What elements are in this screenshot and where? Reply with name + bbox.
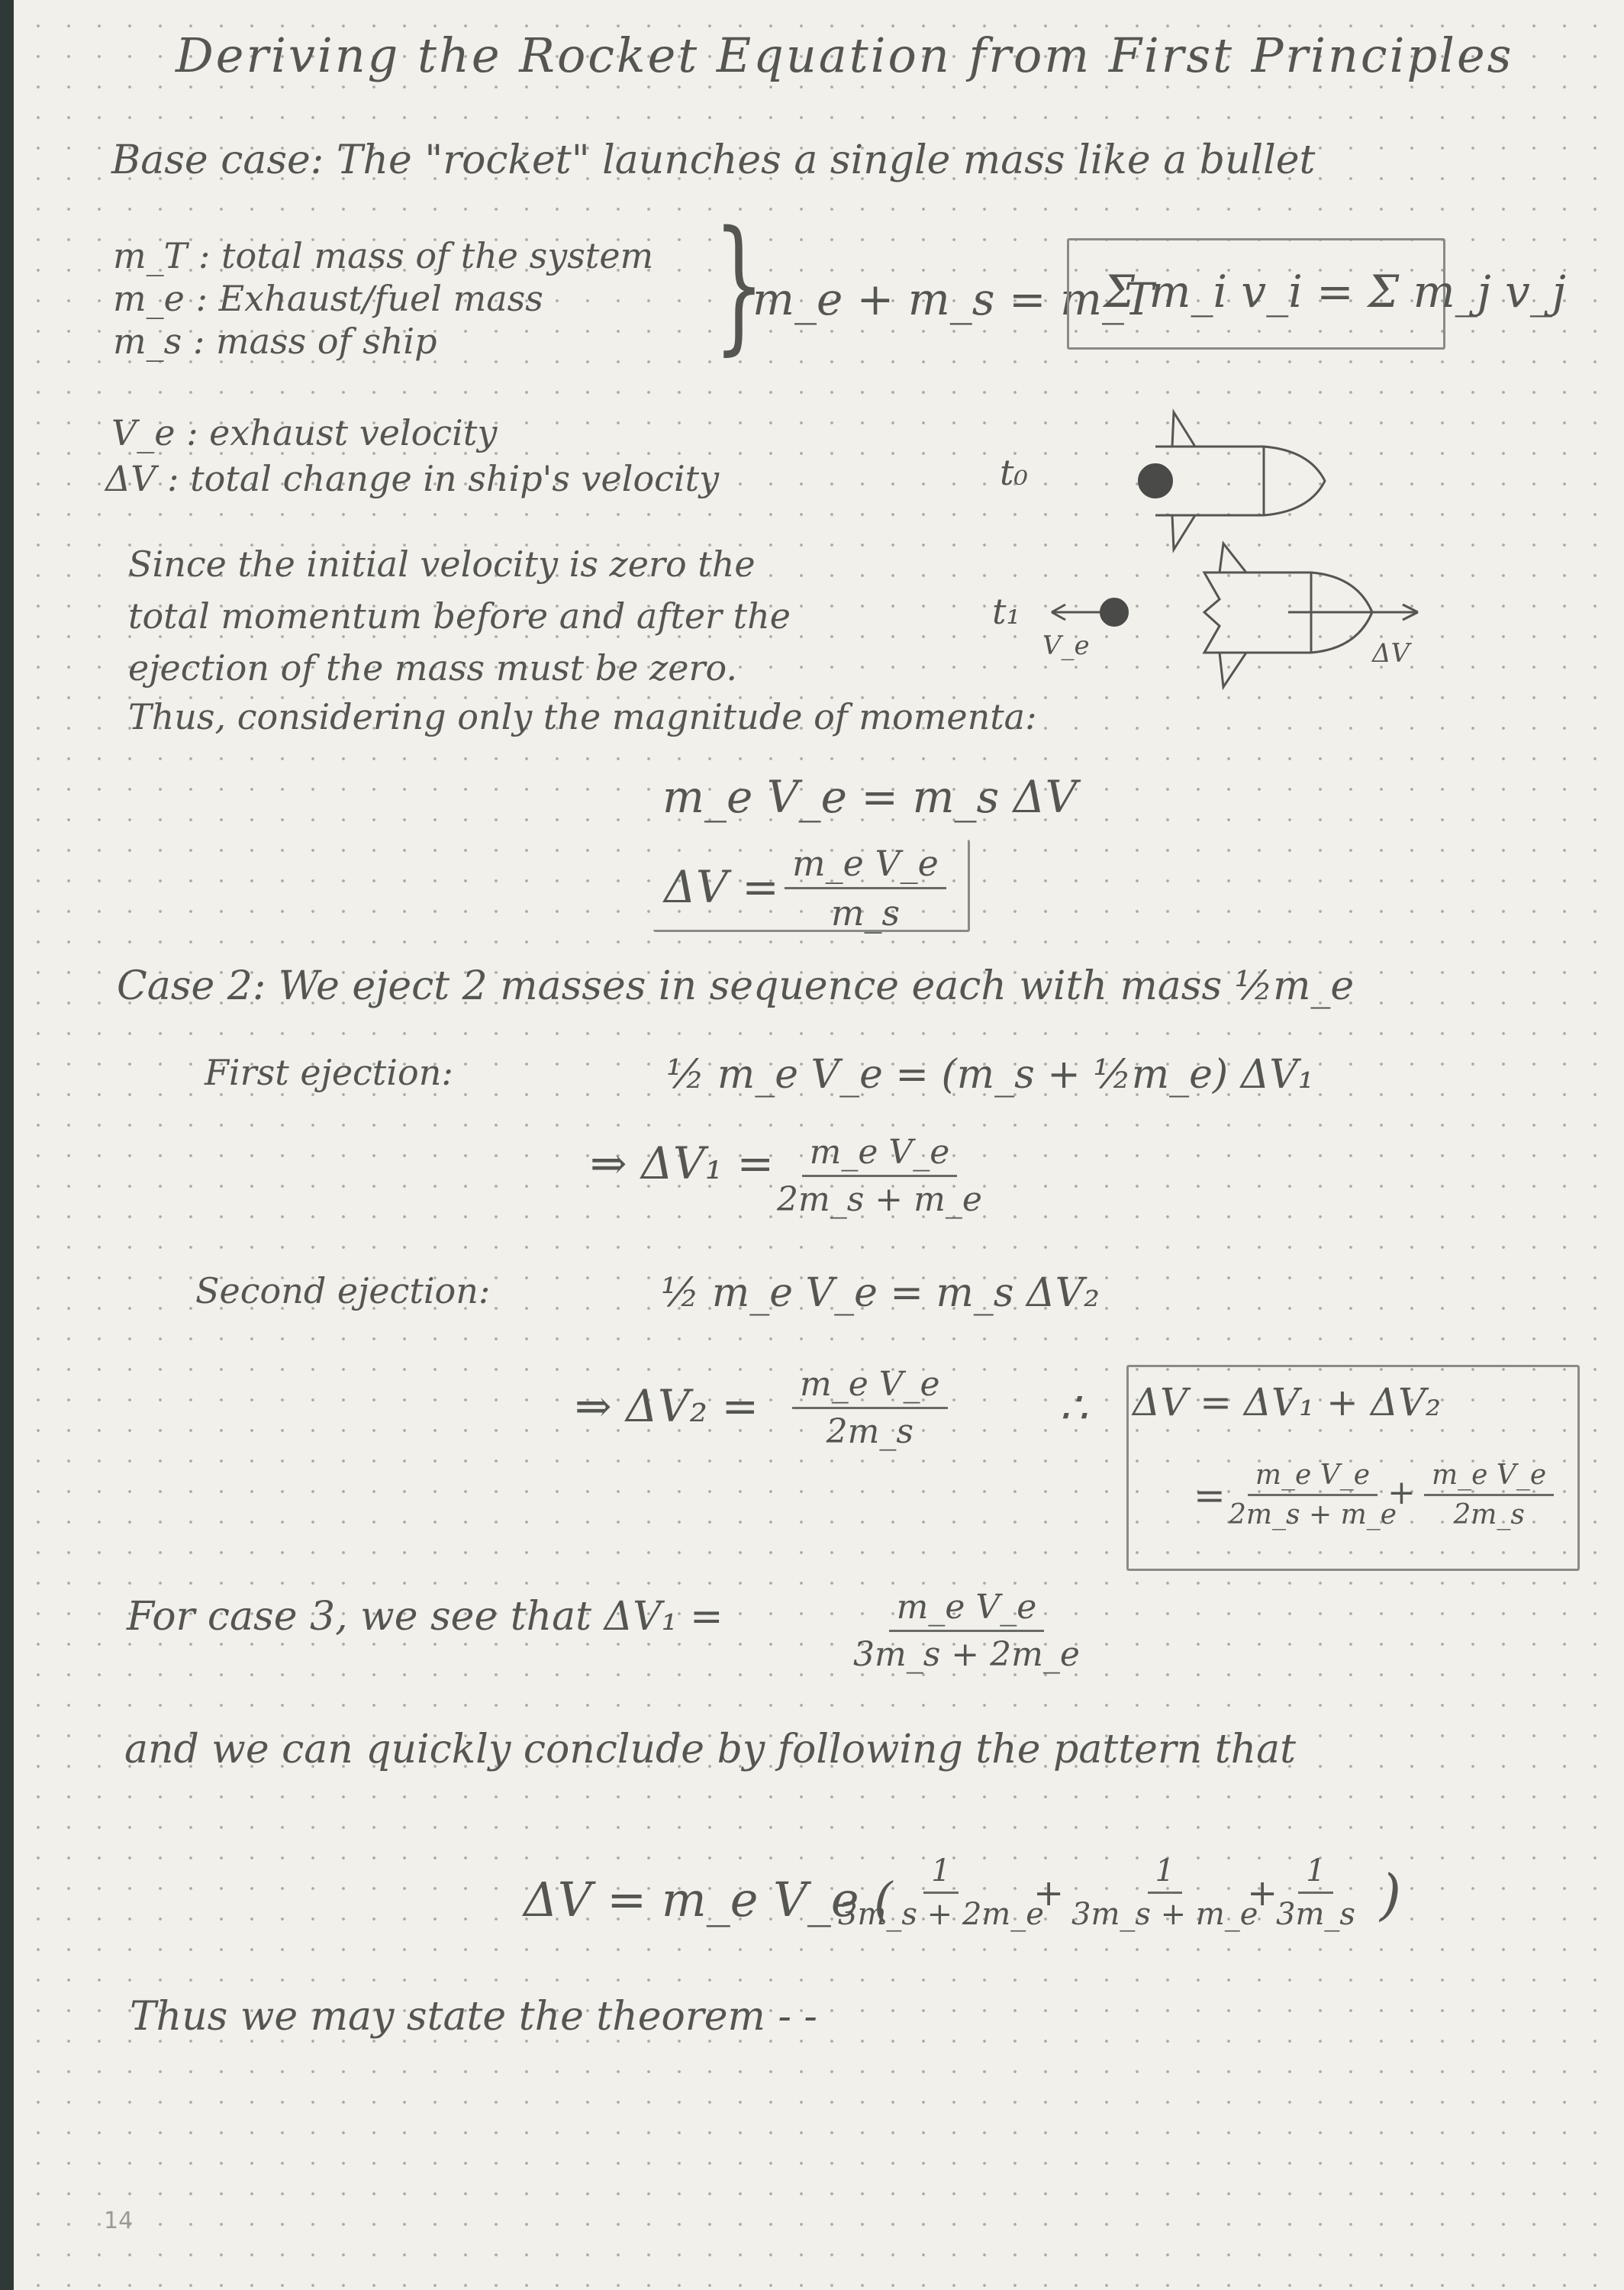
final-fraction-1 xyxy=(838,1853,1044,1932)
def-ship-mass: m_s : mass of ship xyxy=(113,321,437,362)
first-result-fraction xyxy=(777,1133,982,1219)
final-fraction-3 xyxy=(1276,1853,1355,1932)
fraction-denominator: 3m_s + 2m_e xyxy=(853,1635,1080,1674)
def-exhaust-velocity: V_e : exhaust velocity xyxy=(111,412,498,453)
explanation-line-3: ejection of the mass must be zero. xyxy=(128,647,737,689)
second-result-lhs: ⇒ ΔV₂ = xyxy=(575,1380,759,1432)
closing-text: Thus we may state the theorem - - xyxy=(130,1994,817,2040)
case3-fraction xyxy=(853,1588,1080,1674)
explanation-line-2: total momentum before and after the xyxy=(128,595,791,637)
fraction-denominator: 3m_s + 2m_e xyxy=(838,1897,1044,1932)
fraction-denominator: m_s xyxy=(830,892,901,934)
total-fraction-2 xyxy=(1424,1459,1554,1530)
fraction-numerator: m_e V_e xyxy=(889,1588,1045,1632)
total-plus: + xyxy=(1387,1473,1416,1512)
conservation-equation: Σ m_i v_i = Σ m_j v_j xyxy=(1104,266,1566,318)
second-result-fraction xyxy=(792,1365,948,1451)
page-title: Deriving the Rocket Equation from First Principles xyxy=(176,27,1514,83)
curly-brace: } xyxy=(714,200,765,369)
fraction-numerator: m_e V_e xyxy=(785,843,946,889)
case3-text: For case 3, we see that ΔV₁ = xyxy=(127,1594,723,1640)
rocket-diagram-t1 xyxy=(1036,534,1464,702)
delta-v-arrow-label: ΔV xyxy=(1372,638,1410,669)
fraction-denominator: 3m_s xyxy=(1276,1897,1355,1932)
fraction-numerator: m_e V_e xyxy=(1424,1459,1554,1496)
mass-sum-equation: m_e + m_s = m_T xyxy=(752,273,1154,325)
notebook-page xyxy=(14,0,1624,2290)
exhaust-velocity-arrow-label: V_e xyxy=(1042,631,1090,661)
explanation-line-4: Thus, considering only the magnitude of momenta: xyxy=(128,696,1037,737)
final-right-paren: ) xyxy=(1380,1863,1402,1927)
fraction-numerator: m_e V_e xyxy=(802,1133,958,1177)
base-result-fraction xyxy=(785,843,946,934)
first-ejection-equation: ½ m_e V_e = (m_s + ½m_e) ΔV₁ xyxy=(666,1052,1314,1098)
fraction-numerator: 1 xyxy=(923,1853,958,1894)
def-delta-v: ΔV : total change in ship's velocity xyxy=(105,458,720,499)
fraction-numerator: 1 xyxy=(1298,1853,1332,1894)
def-exhaust-mass: m_e : Exhaust/fuel mass xyxy=(113,278,543,319)
second-ejection-label: Second ejection: xyxy=(195,1270,491,1311)
therefore-symbol: ∴ xyxy=(1059,1382,1088,1434)
base-momentum-equation: m_e V_e = m_s ΔV xyxy=(662,771,1078,823)
fraction-denominator: 2m_s xyxy=(1453,1499,1525,1530)
final-plus-1: + xyxy=(1033,1872,1065,1914)
final-plus-2: + xyxy=(1247,1872,1278,1914)
t1-label: t₁ xyxy=(992,591,1020,632)
fraction-denominator: 3m_s + m_e xyxy=(1071,1897,1258,1932)
total-fraction-1 xyxy=(1229,1459,1397,1530)
fraction-numerator: 1 xyxy=(1148,1853,1182,1894)
second-ejection-equation: ½ m_e V_e = m_s ΔV₂ xyxy=(661,1270,1100,1316)
fraction-denominator: 2m_s + m_e xyxy=(1229,1499,1397,1530)
fraction-denominator: 2m_s + m_e xyxy=(777,1180,982,1219)
first-result-lhs: ⇒ ΔV₁ = xyxy=(590,1137,775,1189)
t0-label: t₀ xyxy=(1000,452,1028,493)
fraction-denominator: 2m_s xyxy=(826,1412,914,1451)
explanation-line-1: Since the initial velocity is zero the xyxy=(128,543,756,585)
first-ejection-label: First ejection: xyxy=(205,1052,453,1093)
def-total-mass: m_T : total mass of the system xyxy=(113,235,654,276)
total-equals: = xyxy=(1194,1473,1226,1518)
final-equation-lhs: ΔV = m_e V_e ( xyxy=(524,1872,893,1927)
fraction-numerator: m_e V_e xyxy=(792,1365,948,1409)
base-case-heading: Base case: The "rocket" launches a single mass like a bullet xyxy=(111,137,1316,183)
total-line-1: ΔV = ΔV₁ + ΔV₂ xyxy=(1133,1380,1442,1424)
case2-heading: Case 2: We eject 2 masses in sequence each with mass ½m_e xyxy=(117,963,1355,1009)
page-number: 14 xyxy=(104,2208,134,2234)
final-fraction-2 xyxy=(1071,1853,1258,1932)
base-result-lhs: ΔV = xyxy=(664,861,779,913)
conclude-text: and we can quickly conclude by following the pattern that xyxy=(124,1727,1297,1772)
fraction-numerator: m_e V_e xyxy=(1248,1459,1378,1496)
